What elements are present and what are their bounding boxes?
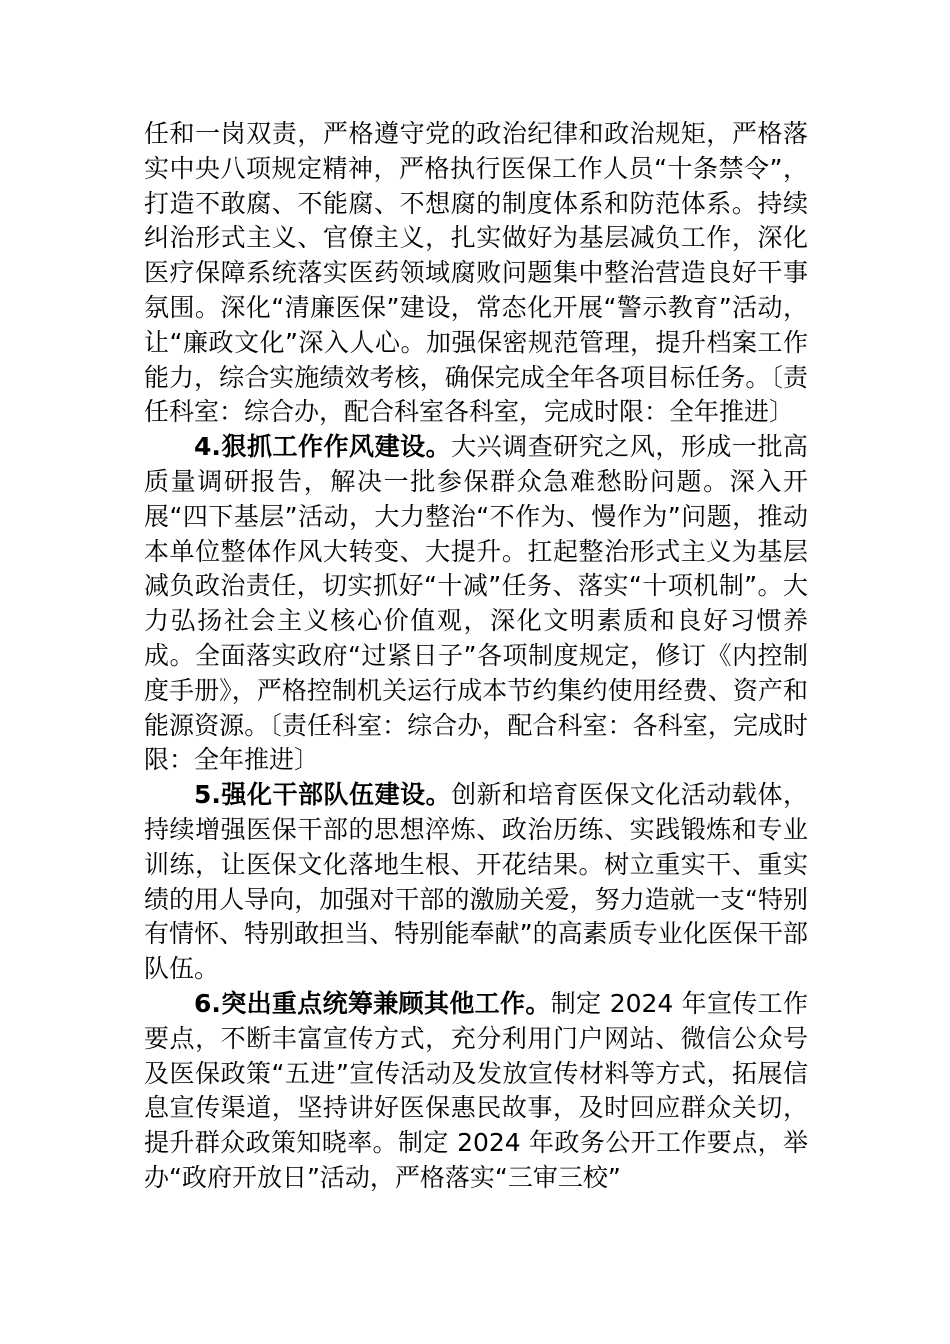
paragraph-item-6: [144, 987, 808, 1196]
paragraph-item-4: [144, 430, 808, 778]
paragraph-heading: 5.强化干部队伍建设。: [194, 780, 452, 810]
paragraph-heading: 4.狠抓工作作风建设。: [194, 432, 452, 462]
paragraph-item-5: [144, 778, 808, 987]
paragraph-continued: [144, 117, 808, 430]
paragraph-body: 大兴调查研究之风，形成一批高质量调研报告，解决一批参保群众急难愁盼问题。深入开展“四下基层”活动，大力整治“不作为、慢作为”问题，推动本单位整体作风大转变、大提升。扛起整治形式主义为基层减负政治责任，切实抓好“十减”任务、落实“十项机制”。大力弘扬社会主义核心价值观，深化文明素质和良好习惯养成。全面落实政府“过紧日子”各项制度规定，修订《内控制度手册》，严格控制机关运行成本节约集约使用经费、资产和能源资源。〔责任科室：综合办，配合科室：各科室，完成时限：全年推进〕: [144, 432, 808, 775]
paragraph-heading: 6.突出重点统筹兼顾其他工作。: [194, 988, 551, 1018]
paragraph-body: 任和一岗双责，严格遵守党的政治纪律和政治规矩，严格落实中央八项规定精神，严格执行医保工作人员“十条禁令”，打造不敢腐、不能腐、不想腐的制度体系和防范体系。持续纠治形式主义、官僚主义，扎实做好为基层减负工作，深化医疗保障系统落实医药领域腐败问题集中整治营造良好干事氛围。深化“清廉医保”建设，常态化开展“警示教育”活动，让“廉政文化”深入人心。加强保密规范管理，提升档案工作能力，综合实施绩效考核，确保完成全年各项目标任务。〔责任科室：综合办，配合科室各科室，完成时限：全年推进〕: [144, 119, 808, 427]
paragraph-body: 制定 2024 年宣传工作要点，不断丰富宣传方式，充分利用门户网站、微信公众号及医保政策“五进”宣传活动及发放宣传材料等方式，拓展信息宣传渠道，坚持讲好医保惠民故事，及时回应群众关切，提升群众政策知晓率。制定 2024 年政务公开工作要点，举办“政府开放日”活动，严格落实“三审三校”: [144, 988, 808, 1192]
paragraph-body: 创新和培育医保文化活动载体，持续增强医保干部的思想淬炼、政治历练、实践锻炼和专业训练，让医保文化落地生根、开花结果。树立重实干、重实绩的用人导向，加强对干部的激励关爱，努力造就一支“特别有情怀、特别敢担当、特别能奉献”的高素质专业化医保干部队伍。: [144, 780, 808, 984]
document-page: [144, 117, 808, 1196]
